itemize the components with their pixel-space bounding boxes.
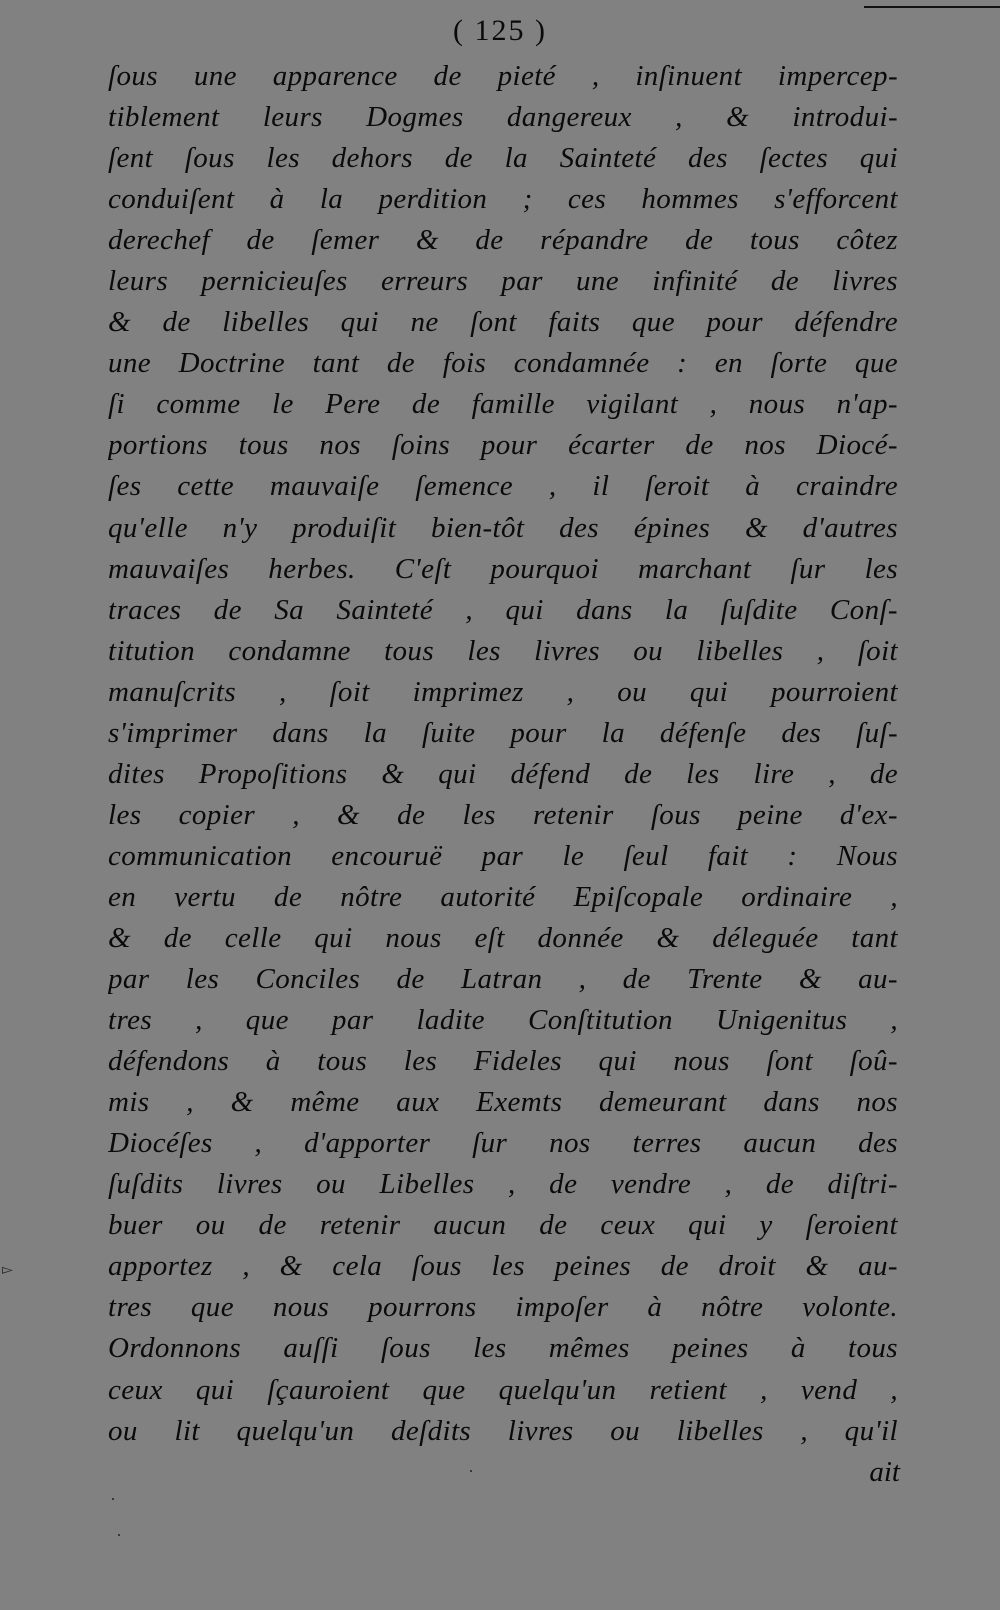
text-line: les copier , & de les retenir ſous peine d'ex- [108,798,898,831]
text-line: ou lit quelqu'un deſdits livres ou libelles , qu'il [108,1414,898,1447]
text-line: qu'elle n'y produiſit bien-tôt des épines & d'autres [108,511,898,544]
text-line: ceux qui ſçauroient que quelqu'un retient , vend , [108,1373,898,1406]
text-line: manuſcrits , ſoit imprimez , ou qui pourroient [108,675,898,708]
text-line: tres que nous pourrons impoſer à nôtre volonte. [108,1291,898,1324]
body-text [108,56,898,1452]
ink-speck [112,1498,114,1500]
text-line: derechef de ſemer & de répandre de tous côtez [108,224,898,257]
text-line: leurs pernicieuſes erreurs par une infinité de livres [108,265,898,298]
text-line: apportez , & cela ſous les peines de droit & au- [108,1250,898,1283]
text-line: & de libelles qui ne ſont faits que pour défendre [108,306,898,339]
text-line: ſi comme le Pere de famille vigilant , nous n'ap- [108,388,898,421]
text-line: ſent ſous les dehors de la Sainteté des ſectes qui [108,142,898,175]
text-line: portions tous nos ſoins pour écarter de nos Diocé- [108,429,898,462]
text-line: tres , que par ladite Conſtitution Unigenitus , [108,1004,898,1037]
page-number: ( 125 ) [453,14,547,47]
text-line: & de celle qui nous eſt donnée & déleguée tant [108,921,898,954]
text-line: tiblement leurs Dogmes dangereux , & introdui- [108,101,898,134]
catchword: ait [869,1456,900,1488]
text-line: traces de Sa Sainteté , qui dans la ſuſdite Conſ- [108,593,898,626]
text-line: titution condamne tous les livres ou libelles , ſoit [108,634,898,667]
text-line: conduiſent à la perdition ; ces hommes s'efforcent [108,183,898,216]
text-line: une Doctrine tant de fois condamnée : en ſorte que [108,347,898,380]
text-line: s'imprimer dans la ſuite pour la défenſe des ſuſ- [108,716,898,749]
text-line: mis , & même aux Exemts demeurant dans nos [108,1086,898,1119]
ink-speck [470,1470,472,1472]
ink-speck [118,1534,120,1536]
text-line: Diocéſes , d'apporter ſur nos terres aucun des [108,1127,898,1160]
text-line: buer ou de retenir aucun de ceux qui y ſeroient [108,1209,898,1242]
text-line: ſous une apparence de pieté , inſinuent impercep- [108,60,898,92]
text-line: en vertu de nôtre autorité Epiſcopale ordinaire , [108,880,898,913]
text-line: défendons à tous les Fideles qui nous ſont ſoû- [108,1045,898,1078]
margin-speck: ▻ [2,1262,13,1278]
top-border-rule [864,6,1000,8]
text-line: communication encouruë par le ſeul fait : Nous [108,839,898,872]
text-line: ſuſdits livres ou Libelles , de vendre , de diſtri- [108,1168,898,1201]
text-line: mauvaiſes herbes. C'eſt pourquoi marchant ſur les [108,552,898,585]
text-line: par les Conciles de Latran , de Trente & au- [108,963,898,996]
text-line: ſes cette mauvaiſe ſemence , il ſeroit à craindre [108,470,898,503]
text-line: dites Propoſitions & qui défend de les lire , de [108,757,898,790]
text-line: Ordonnons auſſi ſous les mêmes peines à tous [108,1332,898,1365]
